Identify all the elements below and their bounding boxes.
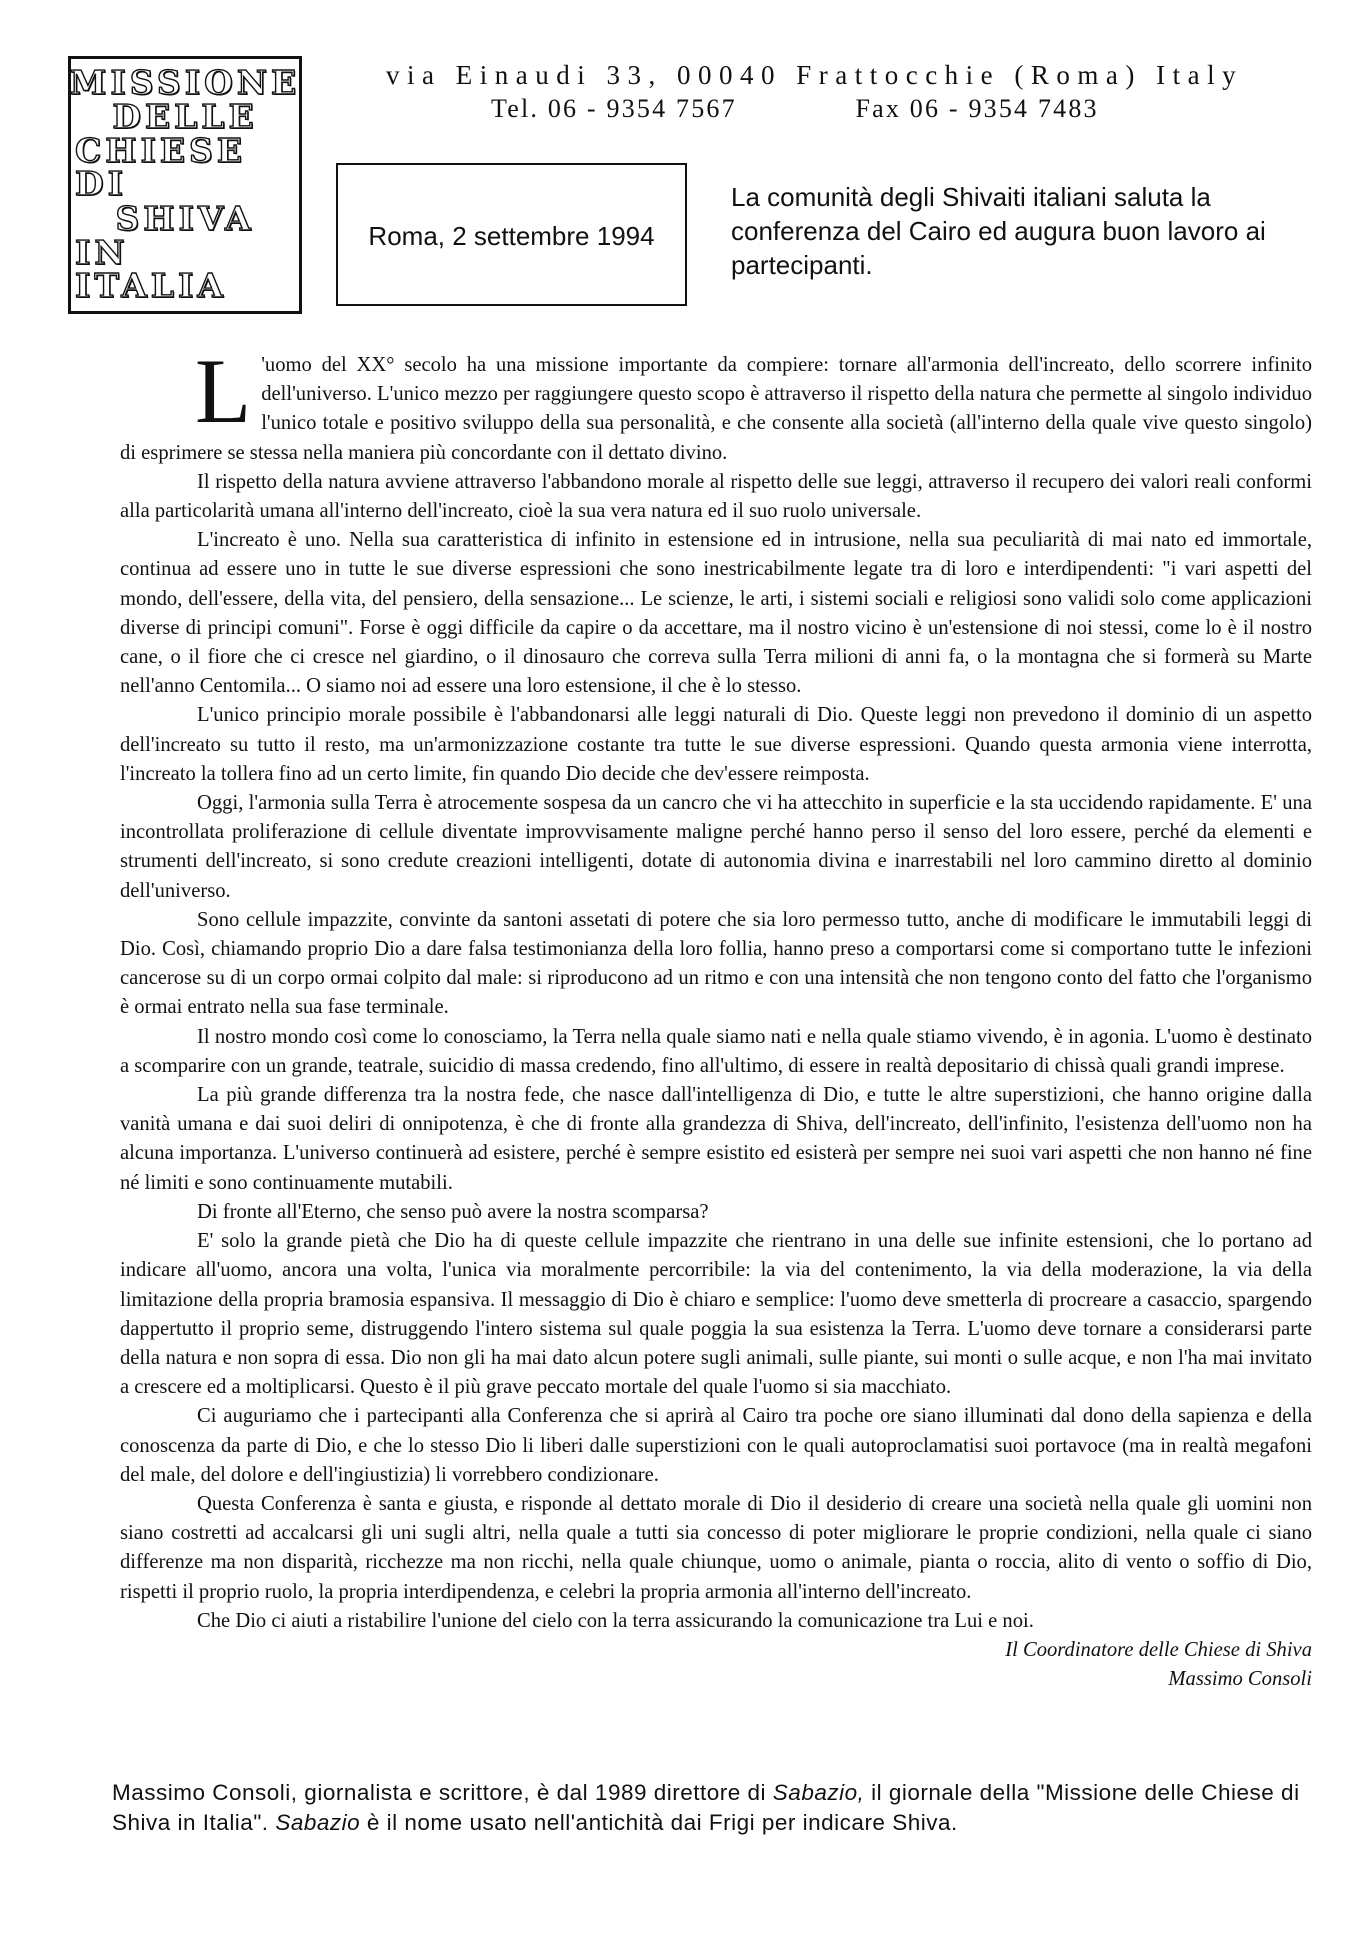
header-address: via Einaudi 33, 00040 Frattocchie (Roma) Italy [386,60,1244,90]
author-bio [112,1778,1312,1838]
fax-number: Fax 06 - 9354 7483 [855,94,1099,123]
greeting-text: La comunità degli Shivaiti italiani saluta la conferenza del Cairo ed augura buon lavoro ai partecipanti. [731,182,1266,280]
logo-line: MISSIONE [69,62,301,102]
logo-line: CHIESE DI [75,131,247,204]
letter-date: Roma, 2 settembre 1994 [368,221,655,251]
bio-italic: Sabazio, [772,1780,865,1805]
letter-paragraph: Questa Conferenza è santa e giusta, e risponde al dettato morale di Dio il desiderio di creare una società nella quale gli uomini non siano costretti ad accalcarsi gli uni sugli altri, nella quale a tutti sia concesso di poter migliorare le proprie condizioni, nella quale ci siano differenze ma non disparità, ricchezze ma non ricchi, nella quale chiunque, uomo o animale, pianta o roccia, alito di vento o soffio di Dio, rispetti il proprio ruolo, la propria interdipendenza, e celebri la propria armonia all'interno dell'increato. [120,1492,1312,1603]
bio-italic: Sabazio [275,1810,361,1835]
letter-paragraph: Il rispetto della natura avviene attraverso l'abbandono morale al rispetto delle sue leggi, attraverso il recupero dei valori reali conformi alla particolarità umana all'interno dell'increato, cioè la sua vera natura ed il suo ruolo universale. [120,470,1312,523]
date-box [336,163,687,306]
letter-paragraph: Il nostro mondo così come lo conosciamo, la Terra nella quale siamo nati e nella quale stiamo vivendo, è in agonia. L'uomo è destinato a scomparire con un grande, teatrale, suicidio di massa credendo, fino all'ultimo, di essere in realtà depositario di chissà quali grandi imprese. [120,1025,1312,1077]
bio-text: il giornale della "Missione delle Chiese di Shiva in Italia". [112,1780,1300,1835]
logo-line: DELLE [112,97,258,137]
header-contacts [491,94,1099,124]
letter-paragraph: L'increato è uno. Nella sua caratteristica di infinito in estensione ed in intrusione, nella sua peculiarità di mai nato ed immortale, continua ad essere uno in tutte le sue diverse espressioni che sono inestricabilmente legate tra di loro e interdipendenti: "i vari aspetti del mondo, dell'essere, della vita, del pensiero, della sensazione... Le scienze, le arti, i sistemi sociali e religiosi sono validi solo come applicazioni diverse di principi comuni". Forse è oggi difficile da capire o da accettare, ma il nostro vicino è un'estensione di noi stessi, come lo è il nostro cane, o il fiore che ci cresce nel giardino, o il dinosauro che correva sulla Terra milioni di anni fa, o la montagna che si formerà su Marte nell'anno Centomila... O siamo noi ad essere una loro estensione, il che è lo stesso. [120,529,1312,698]
letter-paragraph: E' solo la grande pietà che Dio ha di queste cellule impazzite che rientrano in una delle sue infinite estensioni, che lo portano ad indicare all'uomo, ancora una volta, l'unica via moralmente percorribile: la via del contenimento, la via della moderazione, la via della limitazione della propria bramosia espansiva. Il messaggio di Dio è chiaro e semplice: l'uomo deve smetterla di procreare a casaccio, spargendo dappertutto il proprio seme, distruggendo l'intero sistema sul quale poggia la sua esistenza la Terra. L'uomo deve tornare a considerarsi parte della natura e non sopra di essa. Dio non gli ha mai dato alcun potere sugli animali, sulle piante, sui monti o sulle acque, e non l'ha mai invitato a crescere ed a moltiplicarsi. Questo è il più grave peccato mortale del quale l'uomo si sia macchiato. [120,1230,1312,1399]
letter-paragraph: Che Dio ci aiuti a ristabilire l'unione del cielo con la terra assicurando la comunicazione tra Lui e noi. [197,1609,1034,1632]
letter-paragraph: Oggi, l'armonia sulla Terra è atrocemente sospesa da un cancro che vi ha attecchito in superficie e la sta uccidendo rapidamente. E' una incontrollata proliferazione di cellule diventate improvvisamente maligne perché hanno perso il senso del loro essere, perché da elementi e strumenti dell'increato, si sono credute creazioni intelligenti, dotate di autonomia divina e inarrestabili nel loro cammino diretto al dominio dell'universo. [120,792,1312,902]
logo-box [68,56,302,314]
letter-paragraph [120,340,1312,468]
bio-text: è il nome usato nell'antichità dai Frigi per indicare Shiva. [360,1810,958,1835]
letter-paragraph: Di fronte all'Eterno, che senso può avere la nostra scomparsa? [197,1200,709,1223]
telephone-number: Tel. 06 - 9354 7567 [491,94,737,123]
letter-body [120,340,1312,1694]
signature-role: Il Coordinatore delle Chiese di Shiva [1005,1638,1312,1661]
paragraph-text: 'uomo del XX° secolo ha una missione importante da compiere: tornare all'armonia dell'increato, dello scorrere infinito dell'universo. L'unico mezzo per raggiungere questo scopo è attraverso il rispetto della natura che permette al singolo individuo l'unico totale e positivo sviluppo della sua personalità, e che consente alla società (all'interno della quale vive questo singolo) di esprimere se stessa nella maniera più concordante con il dettato divino. [120,354,1312,464]
drop-cap: L [195,340,252,442]
letter-paragraph: L'unico principio morale possibile è l'abbandonarsi alle leggi naturali di Dio. Queste leggi non prevedono il dominio di un aspetto dell'increato su tutto il resto, ma un'armonizzazione costante tra tutte le sue diverse espressioni. Quando questa armonia viene interrotta, l'increato la tollera fino ad un certo limite, fin quando Dio decide che dev'essere reimposta. [120,704,1312,785]
logo-line: SHIVA [115,198,255,238]
signature-name: Massimo Consoli [1168,1668,1312,1691]
bio-text: Massimo Consoli, giornalista e scrittore, è dal 1989 direttore di [112,1780,773,1805]
letter-paragraph: La più grande differenza tra la nostra fede, che nasce dall'intelligenza di Dio, e tutte le altre superstizioni, che hanno origine dalla vanità umana e dai suoi deliri di onnipotenza, è che di fronte alla grandezza di Shiva, dell'increato, dell'infinito, l'esistenza dell'uomo non ha alcuna importanza. L'universo continuerà ad esistere, perché è sempre esistito ed esisterà per sempre nei suoi vari aspetti che non hanno né fine né limiti e sono continuamente mutabili. [120,1084,1312,1194]
letter-paragraph: Ci auguriamo che i partecipanti alla Conferenza che si aprirà al Cairo tra poche ore siano illuminati dal dono della sapienza e della conoscenza da parte di Dio, e che lo stesso Dio li liberi dalle superstizioni con le quali autoproclamatisi suoi portavoce (ma in realtà megafoni del male, del dolore e dell'ingiustizia) li vorrebbero condizionare. [120,1405,1312,1486]
logo-line: IN ITALIA [75,233,228,306]
letter-paragraph: Sono cellule impazzite, convinte da santoni assetati di potere che sia loro permesso tutto, anche di modificare le immutabili leggi di Dio. Così, chiamando proprio Dio a dare falsa testimonianza della loro follia, hanno preso a comportarsi come si comportano tutte le infezioni cancerose su di un corpo ormai colpito dal male: si riproducono ad un ritmo e con una intensità che non tengono conto del fatto che l'organismo è ormai entrato nella sua fase terminale. [120,908,1312,1019]
